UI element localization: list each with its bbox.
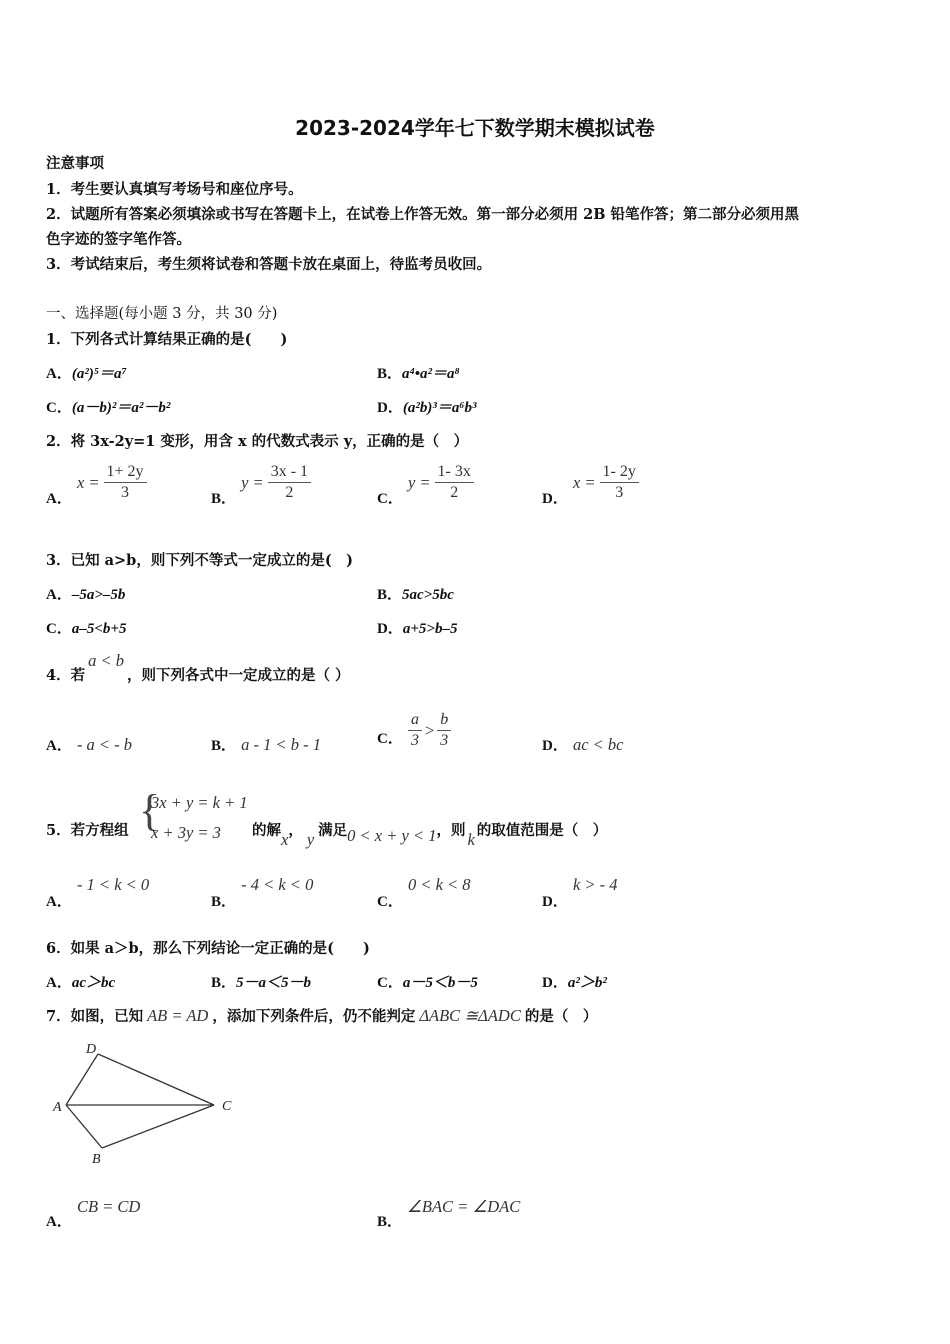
q5-equation-system — [151, 788, 248, 848]
q1-option-d — [377, 396, 477, 417]
q5-stem-post: 的取值范围是（ ） — [476, 822, 608, 839]
option-label: C． — [377, 731, 403, 747]
option-label: D． — [542, 975, 568, 991]
option-label: C． — [377, 491, 403, 507]
section-heading: 一、选择题(每小题 3 分，共 30 分) — [46, 306, 278, 322]
q7-stem — [46, 1005, 597, 1026]
q7-stem-mid: ，添加下列条件后，仍不能判定 — [212, 1008, 416, 1025]
option-lhs: y = — [407, 472, 431, 492]
option-text: a－5＜b－5 — [402, 975, 478, 991]
q7-figure — [48, 1036, 248, 1168]
option-label: D． — [377, 400, 403, 416]
fraction — [435, 462, 474, 503]
var-x: x — [281, 830, 289, 849]
option-text: –5a>–5b — [71, 587, 126, 603]
label-d: D — [86, 1042, 97, 1057]
option-lhs: x = — [572, 472, 596, 492]
fraction — [600, 462, 639, 503]
option-text: a⁴•a²＝a⁸ — [402, 366, 460, 382]
equation-2: x + 3y = 3 — [151, 823, 221, 842]
label-c: C — [222, 1099, 232, 1114]
notice-item-3: 3．考试结束后，考生须将试卷和答题卡放在桌面上，待监考员收回。 — [46, 256, 492, 273]
option-label: C． — [46, 400, 72, 416]
option-text: - a < - b — [76, 735, 133, 754]
option-text: a²＞b² — [567, 975, 607, 991]
option-label: A． — [46, 1214, 72, 1230]
option-text: a+5>b–5 — [402, 621, 458, 637]
comma: ， — [288, 822, 303, 839]
segment-ad — [66, 1054, 98, 1105]
q3-stem: 3．已知 a>b，则下列不等式一定成立的是( ) — [46, 552, 354, 569]
q2-option-a — [46, 462, 147, 508]
option-label: C． — [46, 621, 72, 637]
label-b: B — [92, 1152, 101, 1167]
q5-option-b — [211, 874, 314, 910]
option-label: C． — [377, 975, 403, 991]
option-text: - 4 < k < 0 — [241, 875, 314, 894]
numerator: 1- 3x — [435, 462, 474, 483]
q6-option-c — [377, 971, 478, 992]
denominator: 2 — [285, 484, 294, 501]
option-label: A． — [46, 491, 72, 507]
q1-option-b — [377, 362, 460, 383]
option-lhs: y = — [241, 472, 264, 492]
option-text: a - 1 < b - 1 — [241, 735, 321, 754]
option-label: B． — [211, 491, 237, 507]
q7-option-a — [46, 1196, 141, 1230]
q1-option-a — [46, 362, 127, 383]
option-text: (a²)⁵＝a⁷ — [71, 366, 127, 382]
brace-icon: { — [139, 786, 161, 835]
compare-operator: > — [424, 720, 435, 740]
option-text: 5－a＜5－b — [236, 975, 312, 991]
option-label: A． — [46, 587, 72, 603]
option-label: B． — [211, 894, 237, 910]
q4-option-b — [211, 734, 321, 755]
option-label: D． — [542, 491, 568, 507]
option-label: A． — [46, 894, 72, 910]
q2-option-d — [542, 462, 639, 508]
denominator: 3 — [615, 484, 624, 501]
numerator: a — [408, 710, 422, 731]
q4-stem-pre: 4．若 — [46, 667, 86, 684]
segment-bc — [102, 1105, 214, 1148]
q6-option-d — [542, 971, 607, 992]
option-text: 0 < k < 8 — [407, 875, 471, 894]
q6-option-a — [46, 971, 115, 992]
q3-option-b — [377, 583, 454, 604]
option-label: A． — [46, 366, 72, 382]
q5-stem-mid1: 的解 — [252, 822, 281, 839]
option-lhs: x = — [76, 472, 100, 492]
q6-option-b — [211, 971, 311, 992]
q4-option-a — [46, 734, 132, 755]
var-y: y — [306, 830, 315, 849]
q4-option-c — [377, 710, 451, 751]
option-text: (a－b)²＝a²－b² — [71, 400, 171, 416]
option-text: ac＞bc — [71, 975, 116, 991]
label-a: A — [53, 1100, 62, 1115]
numerator: 3x - 1 — [268, 462, 311, 483]
equation-1: 3x + y = k + 1 — [151, 793, 248, 812]
option-text: k > - 4 — [572, 875, 618, 894]
option-text: ∠BAC = ∠DAC — [407, 1197, 521, 1216]
q5-option-a — [46, 874, 150, 910]
q5-stem-mid — [252, 819, 608, 849]
q5-stem-mid3: ，则 — [436, 822, 466, 839]
notice-item-2: 2．试题所有答案必须填涂或书写在答题卡上，在试卷上作答无效。第一部分必须用 2B 铅笔作答；第二部分必须用黑 — [46, 206, 800, 223]
option-label: C． — [377, 894, 403, 910]
q4-stem-post: ，则下列各式中一定成立的是（ ） — [126, 667, 350, 684]
q2-option-c — [377, 462, 474, 508]
option-label: B． — [377, 1214, 403, 1230]
q5-option-c — [377, 874, 471, 910]
q4-option-d — [542, 734, 623, 755]
option-text: - 1 < k < 0 — [76, 875, 150, 894]
q1-stem: 1．下列各式计算结果正确的是( ) — [46, 331, 288, 348]
option-text: CB = CD — [76, 1197, 141, 1216]
numerator: 1- 2y — [600, 462, 639, 483]
option-label: B． — [211, 975, 237, 991]
option-label: B． — [377, 366, 403, 382]
denominator: 3 — [410, 732, 419, 749]
option-label: B． — [211, 738, 237, 754]
option-label: D． — [542, 738, 568, 754]
fraction — [408, 710, 422, 751]
q7-stem-post: 的是（ ） — [524, 1008, 598, 1025]
segment-ab — [66, 1105, 102, 1148]
q5-condition: 0 < x + y < 1 — [347, 826, 437, 845]
option-text: 5ac>5bc — [402, 587, 454, 603]
q5-stem-mid2: 满足 — [318, 822, 348, 839]
q7-given: AB = AD — [147, 1006, 209, 1025]
denominator: 3 — [121, 484, 130, 501]
notice-heading: 注意事项 — [46, 155, 104, 172]
q2-stem: 2．将 3x-2y=1 变形，用含 x 的代数式表示 y，正确的是（ ） — [46, 433, 469, 450]
fraction — [268, 462, 311, 503]
q7-stem-pre: 7．如图，已知 — [46, 1008, 144, 1025]
denominator: 2 — [450, 484, 459, 501]
q3-option-d — [377, 617, 457, 638]
q6-stem: 6．如果 a＞b，那么下列结论一定正确的是( ) — [46, 940, 370, 957]
q5-option-d — [542, 874, 618, 910]
numerator: b — [437, 710, 451, 731]
notice-item-2-cont: 色字迹的签字笔作答。 — [46, 231, 191, 248]
page-title: 2023-2024学年七下数学期末模拟试卷 — [295, 116, 655, 140]
option-label: D． — [377, 621, 403, 637]
option-text: (a²b)³＝a⁶b³ — [402, 400, 477, 416]
fraction — [437, 710, 451, 751]
fraction — [104, 462, 147, 503]
option-label: B． — [377, 587, 403, 603]
denominator: 3 — [440, 732, 449, 749]
option-label: A． — [46, 975, 72, 991]
segment-dc — [98, 1054, 214, 1105]
option-text: ac < bc — [572, 735, 624, 754]
q3-option-c — [46, 617, 126, 638]
q5-stem-pre: 5．若方程组 — [46, 822, 129, 839]
q4-stem — [46, 651, 350, 685]
q7-option-b — [377, 1196, 521, 1230]
numerator: 1+ 2y — [104, 462, 147, 483]
option-label: D． — [542, 894, 568, 910]
q2-option-b — [211, 462, 311, 508]
option-text: a–5<b+5 — [71, 621, 127, 637]
option-label: A． — [46, 738, 72, 754]
q3-option-a — [46, 583, 125, 604]
notice-item-1: 1．考生要认真填写考场号和座位序号。 — [46, 181, 303, 198]
q1-option-c — [46, 396, 170, 417]
q7-target: ΔABC ≅ΔADC — [419, 1006, 521, 1025]
var-k: k — [467, 830, 475, 849]
q4-condition: a < b — [88, 651, 124, 670]
